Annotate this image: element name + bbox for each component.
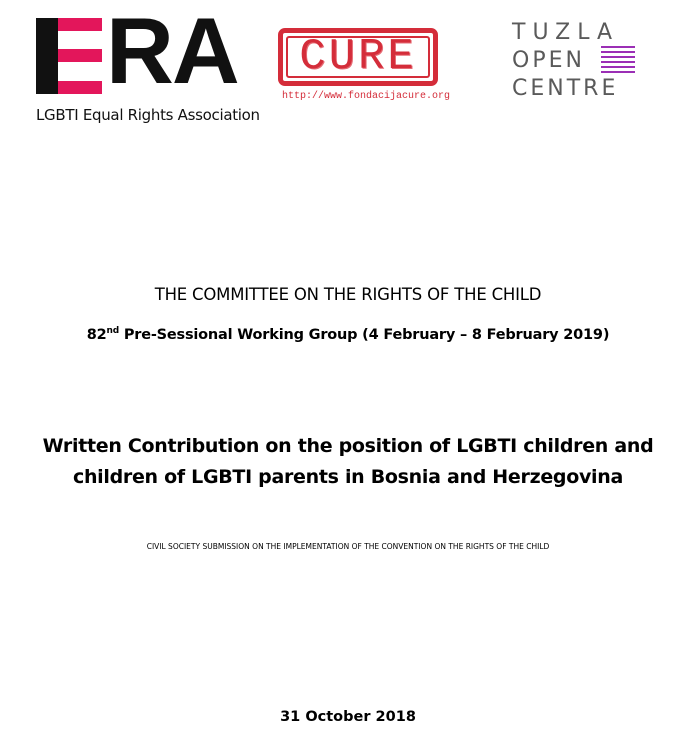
session-subheading [0, 326, 696, 343]
era-logo-mark [36, 0, 238, 103]
cure-stamp-frame [278, 28, 438, 86]
session-description: Pre-Sessional Working Group (4 February – 8 February 2019) [118, 327, 610, 343]
era-logo [36, 0, 260, 128]
cure-logo-text: CURE [299, 32, 417, 82]
stripes-icon [601, 46, 635, 74]
document-date: 31 October 2018 [280, 709, 416, 725]
contribution-title-line1: Written Contribution on the position of LGBTI children and [42, 435, 654, 457]
cure-logo [278, 28, 451, 112]
session-ordinal: nd [106, 326, 119, 336]
contribution-title [0, 431, 696, 493]
tuzla-logo-line2: OPEN [512, 48, 585, 73]
tuzla-logo-line3: CENTRE [512, 76, 619, 101]
cure-url: http://www.fondacijacure.org [282, 91, 451, 102]
tuzla-logo-line1: TUZLA [512, 20, 620, 45]
era-e-icon [36, 18, 102, 94]
contribution-title-line2: children of LGBTI parents in Bosnia and Herzegovina [72, 466, 624, 488]
committee-heading: THE COMMITTEE ON THE RIGHTS OF THE CHILD [154, 285, 542, 304]
submission-caption: CIVIL SOCIETY SUBMISSION ON THE IMPLEMENTATION OF THE CONVENTION ON THE RIGHTS OF THE CHILD [146, 542, 550, 551]
tuzla-open-centre-logo [512, 20, 642, 110]
session-number: 82 [86, 327, 107, 343]
era-tagline: LGBTI Equal Rights Association [36, 106, 260, 124]
era-logo-text: RA [106, 0, 238, 103]
